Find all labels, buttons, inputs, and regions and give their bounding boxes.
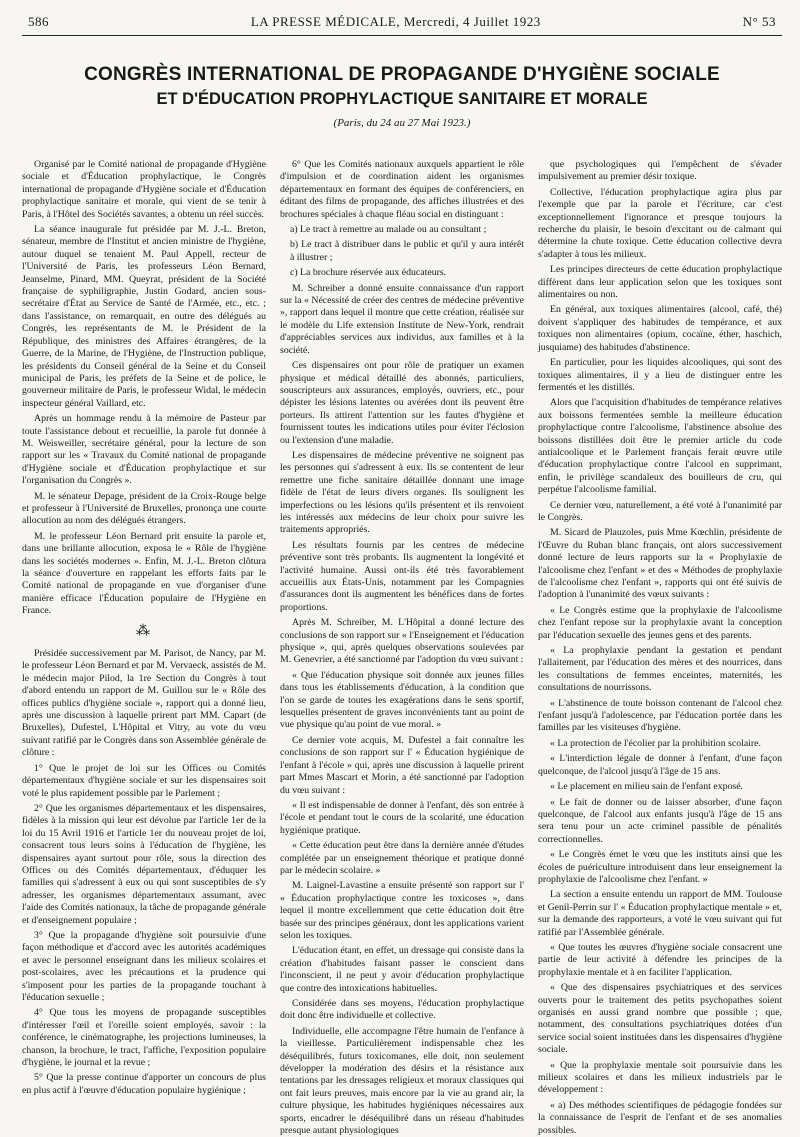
section-separator: ⁂	[136, 623, 152, 639]
text-column-3	[538, 159, 782, 1136]
paragraph: que psychologiques qui l'empêchent de s'évader impulsivement au premier désir toxique.	[538, 159, 782, 183]
paragraph: Les principes directeurs de cette éducation prophylactique diffèrent dans leur application selon que les toxiques sont alimentaires ou non.	[538, 264, 782, 301]
paragraph: « Il est indispensable de donner à l'enfant, dès son entrée à l'école et pendant tout le cours de la scolarité, une éducation hygiénique pratique.	[280, 799, 524, 836]
paragraph: « La prophylaxie pendant la gestation et pendant l'allaitement, par l'éducation des mères et des nourrices, dans les consultations de femmes enceintes, maternités, les consultations de nourrissons.	[538, 645, 782, 694]
issue-number: N° 53	[742, 14, 776, 29]
paragraph: « L'abstinence de toute boisson contenant de l'alcool chez l'enfant jusqu'à l'adolescence, par l'éducation portée dans les familles par les visiteuses d'hygiène.	[538, 697, 782, 734]
paragraph: L'éducation étant, en effet, un dressage qui consiste dans la création d'habitudes faisant passer le conscient dans l'inconscient, il ne peut y avoir d'éducation prophylactique que contre des intoxications habituelles.	[280, 945, 524, 994]
paragraph: Les résultats fournis par les centres de médecine préventive sont très probants. Ils augmentent la longévité et l'activité humaine. Aussi ont-ils été très favorablement accueillis aux États-Unis, notamment par les Compagnies d'assurances dont ils augmentent les bénéfices dans de fortes proportions.	[280, 539, 524, 613]
header-rule	[22, 35, 782, 36]
paragraph: « Que des dispensaires psychiatriques et des services ouverts pour le traitement des petits psychopathes soient organisés en aussi grand nombre que possible ; que, notamment, des consultations psychiatriques dotées d'un service social soient instituées dans les dispensaires d'hygiène sociale.	[538, 982, 782, 1056]
paragraph: 3° Que la propagande d'hygiène soit poursuivie d'une façon méthodique et d'accord avec les autorités académiques et avec le personnel enseignant dans les milieux scolaires et post-scolaires, avec les précautions et la prudence qui s'imposent pour les parties de la propagande touchant à l'éducation sexuelle ;	[22, 929, 266, 1003]
paragraph: Ces dispensaires ont pour rôle de pratiquer un examen physique et médical détaillé des abonnés, particuliers, souscripteurs aux assurances, employés, ouvriers, etc., pour dépister les lésions latentes ou avérées dont ils peuvent être porteurs. Ils attirent l'attention sur les fautes d'hygiène et fournissent toutes les indications utiles pour éviter l'éclosion ou l'extension d'une maladie.	[280, 360, 524, 446]
article-subtitle: ET D'ÉDUCATION PROPHYLACTIQUE SANITAIRE ET MORALE	[156, 90, 648, 108]
article-title: CONGRÈS INTERNATIONAL DE PROPAGANDE D'HYGIÈNE SOCIALE	[84, 64, 720, 85]
article-dateline: (Paris, du 24 au 27 Mai 1923.)	[333, 117, 471, 129]
paragraph: Ce dernier vœu, naturellement, a été voté à l'unanimité par le Congrès.	[538, 499, 782, 523]
article-body	[22, 159, 782, 1137]
journal-title: LA PRESSE MÉDICALE, Mercredi, 4 Juillet 1923	[250, 14, 541, 29]
paragraph: Organisé par le Comité national de propagande d'Hygiène sociale et d'Éducation prophylactique, le Congrès international de propagande d'Hygiène sociale et d'Éducation prophylactique sanitaire et morale, qui vient de se tenir à Paris, à l'Hôtel des Sociétés savantes, a obtenu un réel succès.	[22, 159, 266, 220]
paragraph: 4° Que tous les moyens de propagande susceptibles d'intéresser l'œil et l'oreille soient employés, savoir : la conférence, le cinématographe, les projections lumineuses, la chanson, la brochure, le tract, l'affiche, l'exposition populaire d'hygiène, le journal et la revue ;	[22, 1007, 266, 1069]
paragraph: « Le Congrès estime que la prophylaxie de l'alcoolisme chez l'enfant repose sur la prophylaxie avant la conception par l'éducation sexuelle des jeunes gens et des parents.	[538, 604, 782, 641]
paragraph: La section a ensuite entendu un rapport de MM. Toulouse et Genil-Perrin sur l' « Éducation prophylactique mentale » et, sur la demande des rapporteurs, a voté le vœu suivant qui fut ratifié par l'Assemblée générale.	[538, 889, 782, 938]
paragraph: Alors que l'acquisition d'habitudes de tempérance relatives aux boissons fermentées semble la meilleure éducation prophylactique contre l'alcoolisme, l'abstinence absolue des boissons distillées doit être le premier article du code antialcoolique et le Parlement français ferait œuvre utile d'éducation prophylactique contre l'alcool en supprimant, enfin, le privilège scandaleux des bouilleurs de cru, qui perpétue l'alcoolisme familial.	[538, 397, 782, 496]
paragraph: « Que l'éducation physique soit donnée aux jeunes filles dans tous les établissements d'éducation, à la condition que l'on se garde de toutes les exagérations dans le sens sportif, lesquelles présentent de graves inconvénients tant au point de vue physique qu'au point de vue moral. »	[280, 669, 524, 731]
paragraph: c) La brochure réservée aux éducateurs.	[290, 267, 447, 279]
paragraph: Après M. Schreiber, M. L'Hôpital a donné lecture des conclusions de son rapport sur « l'Enseignement et l'éducation physique », qui, après quelques observations soulevées par M. Genevrier, a été sanctionné par l'adoption du vœu suivant :	[280, 617, 524, 666]
paragraph: 6° Que les Comités nationaux auxquels appartient le rôle d'impulsion et de coordination aident les organismes départementaux en formant des équipes de conférenciers, en éditant des films de propagande, des affiches illustrées et des brochures spéciales à chaque fléau social en distinguant :	[280, 159, 524, 220]
paragraph: 2° Que les organismes départementaux et les dispensaires, fidèles à la mission qui leur est dévolue par l'article 1er de la loi du 15 Avril 1916 et l'article 1er du nouveau projet de loi, consacrent tous leurs soins à l'éducation de l'hygiène, les dispensaires ayant surtout pour rôle, sous la direction des Offices ou des Comités départementaux, d'éduquer les familles qui s'adressent à eux ou qui sont susceptibles de s'y adresser, les organismes départementaux assumant, avec l'aide des Comités nationaux, la tâche de propagande générale et d'enseignement populaire ;	[22, 802, 266, 926]
paragraph: Après un hommage rendu à la mémoire de Pasteur par toute l'assistance debout et recueillie, la parole fut donnée à M. Weisweiller, secrétaire général, pour la lecture de son rapport sur les « Travaux du Comité national de propagande d'Hygiène sociale et d'Éducation prophylactique et sur l'organisation du Congrès ».	[22, 413, 266, 487]
paragraph: Collective, l'éducation prophylactique agira plus par l'exemple que par la parole et l'écriture, car c'est exceptionnellement l'ignorance et presque toujours la recherche du plaisir, le besoin d'excitant ou de calmant qui détermine la chute toxique. Cette éducation collective devra s'adapter à tous les milieux.	[538, 186, 782, 260]
paragraph: M. le sénateur Depage, président de la Croix-Rouge belge et professeur à l'Université de Bruxelles, prononça une courte allocution au nom des délégués étrangers.	[22, 490, 266, 527]
paragraph: « a) Des méthodes scientifiques de pédagogie fondées sur la connaissance de l'esprit de l'enfant et de ses anomalies possibles.	[538, 1099, 782, 1136]
paragraph: Ce dernier vote acquis, M. Dufestel a fait connaître les conclusions de son rapport sur l' « Éducation hygiénique de l'enfant à l'école » qui, après une discussion à laquelle prirent part Mmes Mascart et Morin, a été sanctionné par l'adoption du vœu suivant :	[280, 734, 524, 796]
paragraph: M. le professeur Léon Bernard prit ensuite la parole et, dans une brillante allocution, exposa le « Rôle de l'hygiène dans les sociétés modernes ». Enfin, M. J.-L. Breton clôtura la séance d'ouverture en rappelant les efforts faits par le Comité national de propagande en vue d'organiser d'une manière efficace l'Éducation populaire de l'Hygiène en France.	[22, 530, 266, 617]
text-column-2	[280, 159, 524, 1137]
page-number: 586	[28, 14, 49, 29]
paragraph: « Le fait de donner ou de laisser absorber, d'une façon quelconque, de l'alcool aux enfants jusqu'à l'âge de 15 ans sera tenu pour un acte criminel passible de pénalités correctionnelles.	[538, 796, 782, 845]
paragraph: En général, aux toxiques alimentaires (alcool, café, thé) doivent s'appliquer des habitudes de tempérance, et aux toxiques non alimentaires (opium, cocaïne, éther, haschich, jusquiame) des habitudes d'abstinence.	[538, 304, 782, 353]
paragraph: Individuelle, elle accompagne l'être humain de l'enfance à la vieillesse. Particulièrement indispensable chez les déséquilibrés, futurs toxicomanes, elle doit, non seulement développer la modération des désirs et la résistance aux tentations par les dressages religieux et moraux classiques qui ont fait leurs preuves, mais encore par la vie au grand air, la culture physique, les habitudes hygiéniques nécessaires aux sports, encadrer le déséquilibré dans un réseau d'habitudes presque autant physiologiques	[280, 1025, 524, 1137]
paragraph: Les dispensaires de médecine préventive ne soignent pas les personnes qui s'adressent à eux. Ils se contentent de leur remettre une fiche sanitaire détaillée donnant une image fidèle de l'état de leurs divers organes. Ils soulignent les imperfections ou les lésions qu'ils présentent et ils renvoient les intéressés aux médecins de leur choix pour suivre les traitements appropriés.	[280, 449, 524, 536]
paragraph: Présidée successivement par M. Parisot, de Nancy, par M. le professeur Léon Bernard et par M. Vervaeck, assistés de M. le médecin major Pilod, la 1re Section du Congrès à tout d'abord entendu un rapport de M. Guillou sur le « Rôle des offices publics d'hygiène sociale », rapport qui a donné lieu, après une discussion à laquelle prirent part MM. Capart (de Bruxelles), Dufestel, L'Hôpital et Vitry, au vote du vœu suivant ratifié par le Congrès dans son Assemblée générale de clôture :	[22, 648, 266, 759]
paragraph: 5° Que la presse continue d'apporter un concours de plus en plus actif à l'œuvre d'éducation populaire hygiénique ;	[22, 1072, 266, 1096]
text-column-1	[22, 159, 266, 1096]
paragraph: « Que toutes les œuvres d'hygiène sociale consacrent une partie de leur activité à défendre les principes de la prophylaxie mentale et à en faciliter l'application.	[538, 941, 782, 978]
paragraph: « Le placement en milieu sain de l'enfant exposé.	[550, 781, 744, 793]
paragraph: M. Laignel-Lavastine a ensuite présenté son rapport sur l' « Éducation prophylactique contre les toxicoses », dans lequel il montre excellemment que cette éducation doit être basée sur des principes généraux, dont les applications varient selon les toxiques.	[280, 880, 524, 941]
paragraph: « Cette éducation peut être dans la dernière année d'études complétée par un enseignement théorique et pratique donné par le médecin scolaire. »	[280, 840, 524, 876]
paragraph: a) Le tract à remettre au malade ou au consultant ;	[290, 224, 487, 236]
paragraph: b) Le tract à distribuer dans le public et qu'il y aura intérêt à illustrer ;	[290, 239, 524, 263]
paragraph: La séance inaugurale fut présidée par M. J.-L. Breton, sénateur, membre de l'Institut et ancien ministre de l'hygiène, autour duquel se tenaient M. Paul Appell, recteur de l'Université de Paris, les professeurs Léon Bernard, Jeanselme, Pinard, MM. Queyrat, président de la Société française de syphiligraphie, Justin Godard, ancien sous-secrétaire d'État au Service de Santé de l'Armée, etc., etc. ; dans l'assistance, on remarquait, en outre des délégués au Congrès, les représentants de M. le Président de la République, des ministres des Affaires étrangères, de la Guerre, de la Marine, de l'Hygiène, de l'Instruction publique, les présidents du Conseil général de la Seine et du Conseil municipal de Paris, les préfets de la Seine et de police, le gouverneur militaire de Paris, le professeur Widal, le médecin inspecteur général Vaillard, etc.	[22, 224, 266, 409]
paragraph: M. Schreiber a donné ensuite connaissance d'un rapport sur la « Nécessité de créer des centres de médecine préventive », rapport dans lequel il montre que cette création, réalisée sur le modèle du Life extension Institute de New-York, rendrait d'appréciables services aux individus, aux familles et à la société.	[280, 282, 524, 356]
paragraph: M. Sicard de Plauzoles, puis Mme Kœchlin, présidente de l'Œuvre du Ruban blanc français, ont alors successivement donné lecture de leurs rapports sur la « Prophylaxie de l'alcoolisme chez l'enfant » et des « Méthodes de prophylaxie de l'alcoolisme chez l'enfant », rapports qui ont été suivis de l'adoption à l'unanimité des vœux suivants :	[538, 527, 782, 601]
paragraph: Considérée dans ses moyens, l'éducation prophylactique doit donc être individuelle et collective.	[280, 998, 524, 1022]
paragraph: En particulier, pour les liquides alcooliques, qui sont des toxiques alimentaires, il y a lieu de distinguer entre les fermentés et les distillés.	[538, 357, 782, 393]
paragraph: « L'interdiction légale de donner à l'enfant, d'une façon quelconque, de l'alcool jusqu'à l'âge de 15 ans.	[538, 753, 782, 777]
running-head	[22, 0, 782, 32]
paragraph: 1° Que le projet de loi sur les Offices ou Comités départementaux d'hygiène sociale et sur les dispensaires soit voté le plus rapidement possible par le Parlement ;	[22, 762, 266, 799]
paragraph: « Le Congrès émet le vœu que les instituts ainsi que les écoles de puériculture introduisent dans leur enseignement la prophylaxie de l'alcoolisme chez l'enfant. »	[538, 849, 782, 885]
paragraph: « Que la prophylaxie mentale soit poursuivie dans les milieux scolaires et dans les milieux industriels par le développement :	[538, 1059, 782, 1096]
paragraph: « La protection de l'écolier par la prohibition scolaire.	[550, 737, 761, 749]
